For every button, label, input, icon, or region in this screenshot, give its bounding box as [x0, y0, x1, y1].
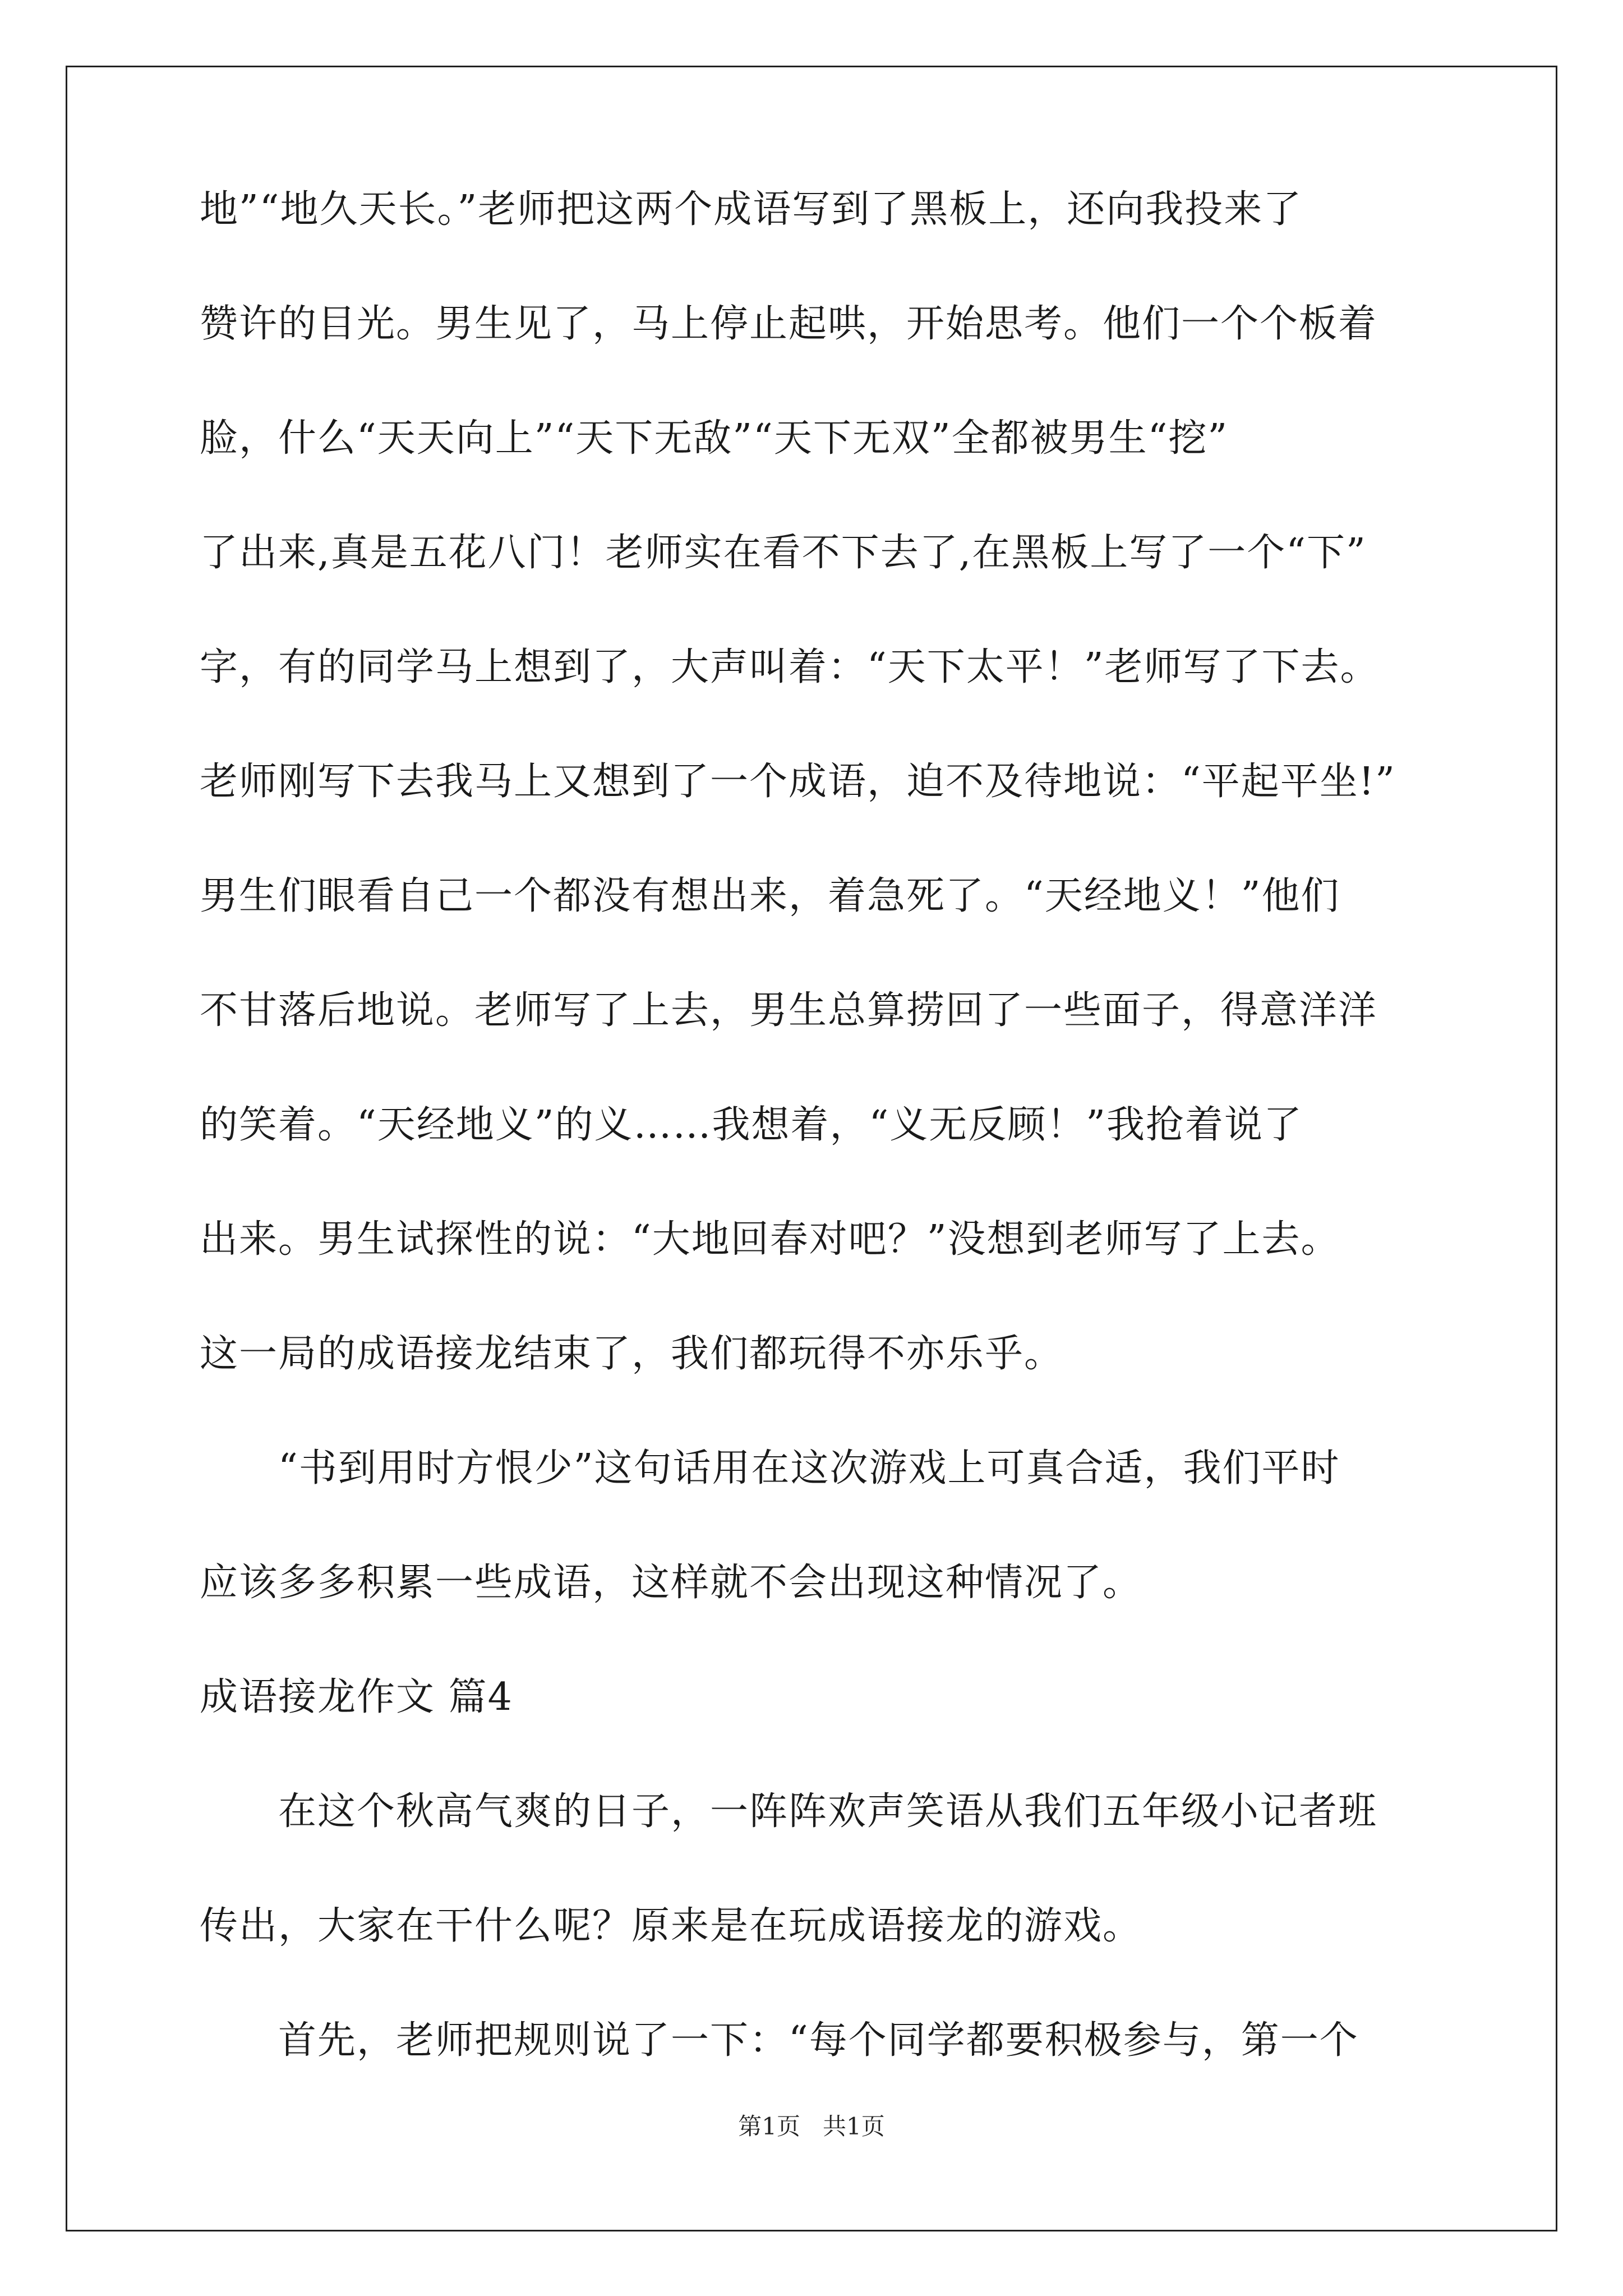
- text-line: 赞许的目光。男生见了，马上停止起哄，开始思考。他们一个个板着: [200, 302, 1378, 346]
- text-line: 男生们眼看自己一个都没有想出来，着急死了。“天经地义！”他们: [200, 874, 1340, 918]
- text-line: 脸，什么“天天向上”“天下无敌”“天下无双”全都被男生“挖”: [200, 416, 1229, 461]
- paragraph-start-line: “书到用时方恨少”这句话用在这次游戏上可真合适，我们平时: [278, 1446, 1340, 1490]
- text-line: 了出来,真是五花八门！老师实在看不下去了,在黑板上写了一个“下”: [200, 531, 1367, 575]
- text-line: 不甘落后地说。老师写了上去，男生总算捞回了一些面子，得意洋洋: [200, 988, 1378, 1033]
- section-heading: 成语接龙作文 篇4: [200, 1675, 513, 1719]
- text-line: 传出，大家在干什么呢？原来是在玩成语接龙的游戏。: [200, 1904, 1142, 1948]
- page-total: 共1页: [823, 2113, 885, 2140]
- paragraph-start-line: 首先，老师把规则说了一下：“每个同学都要积极参与，第一个: [278, 2018, 1359, 2063]
- page-footer: [0, 2115, 1623, 2138]
- text-line: 出来。男生试探性的说：“大地回春对吧？”没想到老师写了上去。: [200, 1217, 1340, 1262]
- text-line: 字，有的同学马上想到了，大声叫着：“天下太平！”老师写了下去。: [200, 645, 1380, 689]
- text-line: 地”“地久天长。”老师把这两个成语写到了黑板上，还向我投来了: [200, 187, 1303, 232]
- document-body: [200, 187, 1433, 2136]
- text-line: 应该多多积累一些成语，这样就不会出现这种情况了。: [200, 1561, 1142, 1605]
- text-line: 老师刚写下去我马上又想到了一个成语，迫不及待地说：“平起平坐!”: [200, 760, 1396, 804]
- paragraph-start-line: 在这个秋高气爽的日子，一阵阵欢声笑语从我们五年级小记者班: [278, 1789, 1378, 1834]
- text-line: 的笑着。“天经地义”的义……我想着，“义无反顾！”我抢着说了: [200, 1103, 1303, 1147]
- page-number: 第1页: [738, 2113, 800, 2140]
- text-line: 这一局的成语接龙结束了，我们都玩得不亦乐乎。: [200, 1332, 1064, 1376]
